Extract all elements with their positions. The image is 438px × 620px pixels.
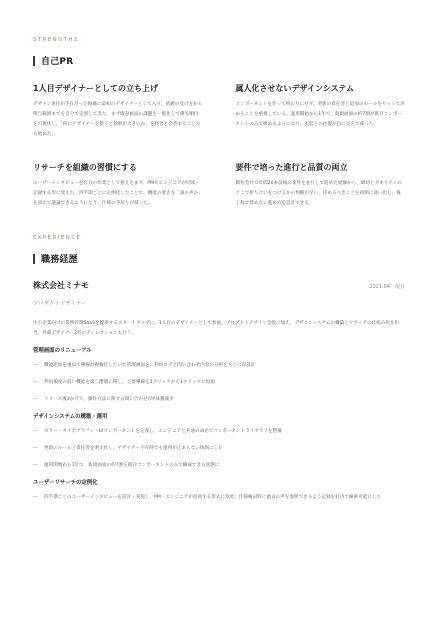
list-item xyxy=(33,378,405,388)
company-name: 株式会社ミナモ xyxy=(33,281,89,290)
strength-item xyxy=(33,162,203,209)
dash-marker: — xyxy=(33,397,38,402)
strength-title: 1人目デザイナーとしての立ち上げ xyxy=(33,84,159,93)
strength-item xyxy=(33,83,203,140)
experience-section-header xyxy=(33,252,404,265)
strength-body: ユーザーインタビューを自分の作業として抱え込まず、PMやエンジニアが同席・記録する形に変えた。四半期ごとに定例化したことで、機能の要否を「誰の声か」を添えて議論できるようになり、仕様の手戻りが減った。 xyxy=(33,181,201,206)
dash-marker: — xyxy=(33,429,38,434)
bullet-text: リリース後3か月で、操作方法に関する問い合わせが約4割減少 xyxy=(44,397,174,402)
experience-title: 職務経歴 xyxy=(41,255,78,265)
job-role: プロダクトデザイナー xyxy=(33,301,87,307)
strength-body: コンポーネントを作って終わりにせず、更新の責任者と追加のルールをセットで決めることを重視している。運用開始から1年で、新規画面の約7割が既存コンポーネントのみで組めるようになり、実装との往復が目に見えて減った。 xyxy=(235,102,405,127)
company-row xyxy=(33,280,405,291)
section-bar xyxy=(33,254,35,264)
strength-body: 制作会社で年間20本前後の案件を並行して進めた経験から、締切とクオリティのどこで折り合いをつけるかの判断が早い。決めるべきことを初期に洗い出し、後工程で揉めない進め方を設計できる。 xyxy=(235,181,402,206)
list-item xyxy=(33,395,405,405)
dash-marker: — xyxy=(33,363,38,368)
bullet-text: 運用開始から1年で、新規画面の約7割を既存コンポーネントのみで構成できる状態に xyxy=(44,463,220,468)
strength-title: リサーチを組織の習慣にする xyxy=(33,163,137,172)
dash-marker: — xyxy=(33,463,38,468)
strengths-section-header xyxy=(33,54,404,67)
bullet-text: 利用頻度の低い機能を第二階層に移し、主要導線を3クリックから1クリックに短縮 xyxy=(44,380,215,385)
bullet-text: 機能追加を重ねて導線が複雑化していた管理画面を、利用ログと問い合わせ内容の分析をもとに再設計 xyxy=(44,363,256,368)
strengths-title: 自己PR xyxy=(41,57,74,67)
project xyxy=(33,347,404,405)
strengths-eyebrow: STRENGTHS xyxy=(33,37,79,43)
project xyxy=(33,413,404,471)
bullet-text: 更新のルールと責任者を明文化し、デザイナー不在時でも運用が止まらない体制にした xyxy=(44,446,223,451)
strength-title: 属人化させないデザインシステム xyxy=(235,84,354,93)
dash-marker: — xyxy=(33,495,38,500)
list-item xyxy=(33,444,405,454)
bullet-text: カラー・タイポグラフィ・UIコンポーネントを定義し、エンジニアと共通の命名でコンポーネントライブラリを整備 xyxy=(44,429,282,434)
section-bar xyxy=(33,56,35,66)
project-title: デザインシステムの構築・運用 xyxy=(33,414,108,420)
bullet-text: 四半期ごとのユーザーインタビューを設計・実施し、PM・エンジニアが同席する形式に変更。仕様検討時に過去の声を参照できるよう記録を社内で検索可能にした xyxy=(44,495,382,500)
project-title: ユーザーリサーチの定例化 xyxy=(33,480,98,486)
list-item xyxy=(33,427,405,437)
strength-item xyxy=(236,162,406,209)
list-item xyxy=(33,493,405,503)
employment-period: 2021.04〜現在 xyxy=(369,284,405,290)
strengths-grid xyxy=(33,83,405,209)
list-item xyxy=(33,461,405,471)
experience-eyebrow: EXPERIENCE xyxy=(33,235,82,241)
strength-title: 要件で培った進行と品質の両立 xyxy=(235,163,348,172)
project-bullets xyxy=(33,493,405,503)
strength-body: デザイン専任が不在だった組織に最初のデザイナーとして入り、依頼の受け方から関与範囲までを自分で定義してきた。まず既存画面の課題を一覧化して優先順位を可視化し、「何にデザイナーを使うと効果が大きいか」を経営と合意することから始めた。 xyxy=(33,102,203,137)
list-item xyxy=(33,361,405,371)
project xyxy=(33,479,404,503)
project-bullets xyxy=(33,427,405,471)
dash-marker: — xyxy=(33,446,38,451)
project-title: 管理画面のリニューアル xyxy=(33,348,92,354)
job-summary: 中小企業向けの業務管理SaaSを提供するスタートアップに、1人目のデザイナーとして参画。プロダクトデザイン全般に加え、デザインシステムの構築とリサーチの仕組み化を担当。外部デザイナー2名のディレクションも行う。 xyxy=(33,321,400,336)
dash-marker: — xyxy=(33,380,38,385)
project-bullets xyxy=(33,361,405,405)
strength-item xyxy=(236,83,406,140)
